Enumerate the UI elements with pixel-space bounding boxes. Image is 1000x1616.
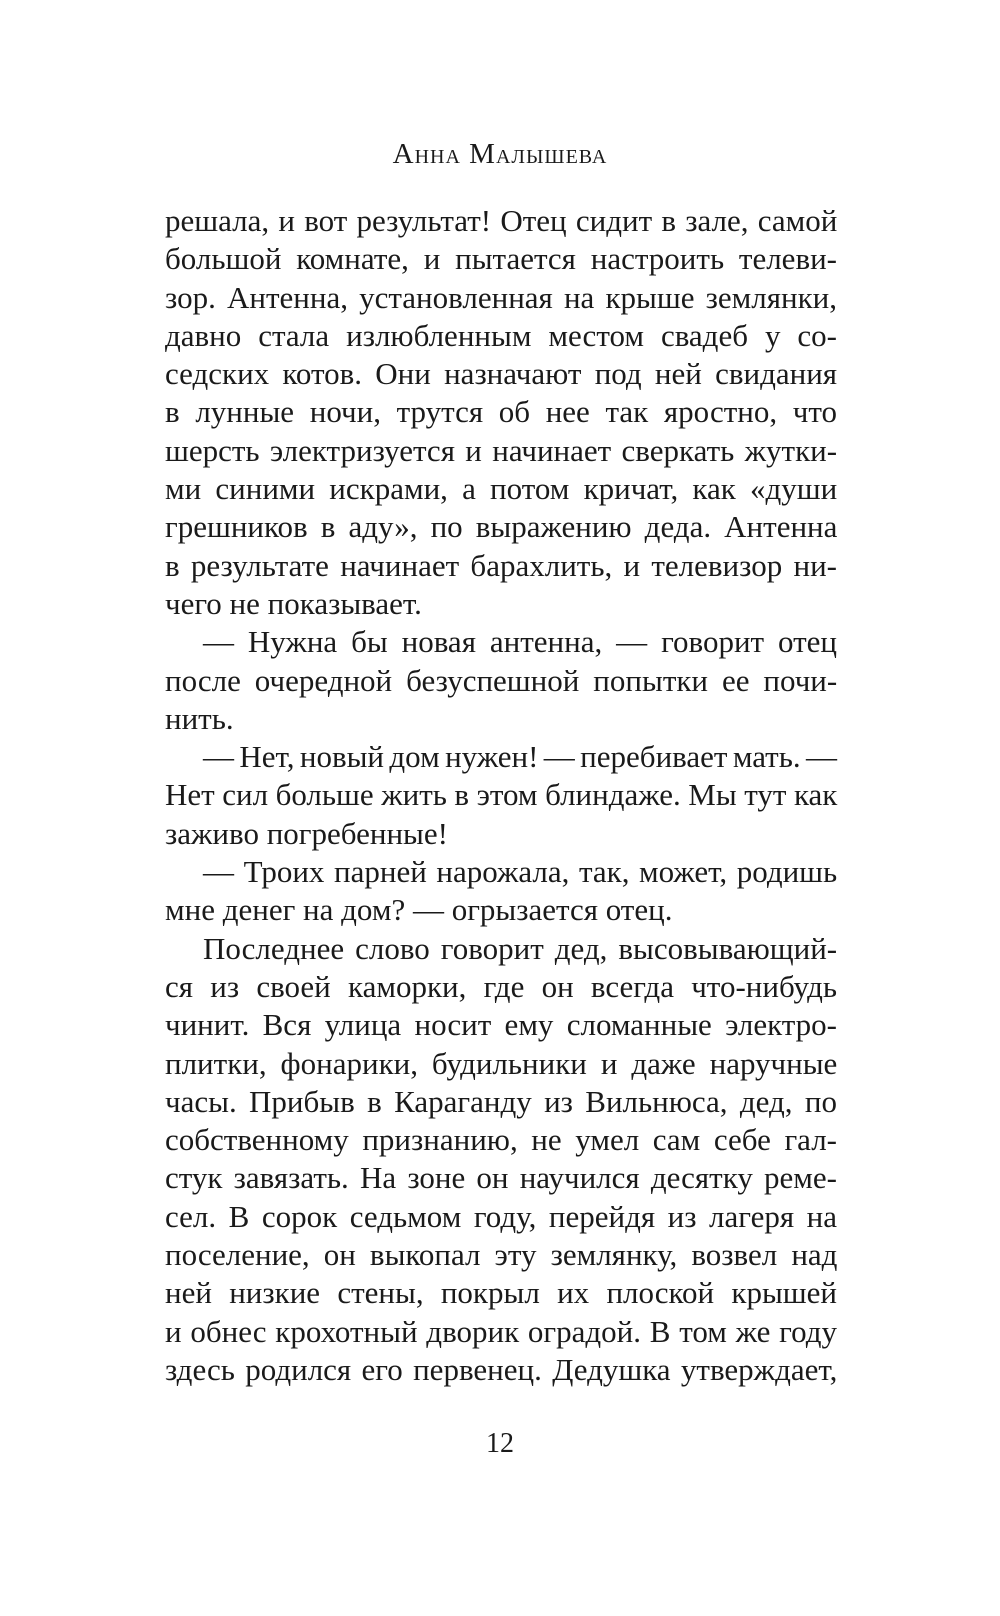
text-line: седских котов. Они назначают под ней свидания <box>165 356 838 392</box>
text-line: часы. Прибыв в Караганду из Вильнюса, дед, по <box>165 1083 837 1119</box>
text-line: — Нет, новый дом нужен! — перебивает мать. — <box>203 739 837 775</box>
text-line: поселение, он выкопал эту землянку, возвел над <box>165 1237 838 1273</box>
running-head-author: Анна Малышева <box>392 138 608 170</box>
page-number: 12 <box>486 1428 514 1459</box>
text-line: большой комнате, и пытается настроить телеви- <box>165 241 837 277</box>
text-line: Нет сил больше жить в этом блиндаже. Мы тут как <box>165 777 838 813</box>
text-line: мне денег на дом? — огрызается отец. <box>165 892 673 928</box>
text-line: плитки, фонарики, будильники и даже наручные <box>165 1045 838 1081</box>
text-line: и обнес крохотный дворик оградой. В том же году <box>165 1313 837 1349</box>
text-line: собственному признанию, не умел сам себе гал- <box>165 1122 837 1158</box>
text-line: грешников в аду», по выражению деда. Антенна <box>165 509 838 545</box>
text-line: — Нужна бы новая антенна, — говорит отец <box>203 624 837 660</box>
text-line: нить. <box>165 700 234 736</box>
paragraph <box>165 930 837 1390</box>
paragraph <box>165 853 837 930</box>
text-line: шерсть электризуется и начинает сверкать жутки- <box>165 432 838 468</box>
text-line: в результате начинает барахлить, и телевизор ни- <box>165 547 837 583</box>
text-line: сел. В сорок седьмом году, перейдя из лагеря на <box>165 1198 837 1234</box>
paragraph <box>165 738 837 853</box>
text-line: — Троих парней нарожала, так, может, родишь <box>203 854 838 890</box>
text-line: ней низкие стены, покрыл их плоской крышей <box>165 1275 837 1311</box>
text-line: Последнее слово говорит дед, высовывающий- <box>203 930 838 966</box>
body-text <box>165 202 837 1389</box>
text-line: стук завязать. На зоне он научился десятку реме- <box>165 1160 837 1196</box>
text-line: ми синими искрами, а потом кричат, как «души <box>165 471 838 507</box>
text-line: ся из своей каморки, где он всегда что-нибудь <box>165 968 837 1004</box>
text-line: здесь родился его первенец. Дедушка утверждает, <box>165 1351 838 1387</box>
text-line: решала, и вот результат! Отец сидит в зале, самой <box>165 203 838 238</box>
text-line: зор. Антенна, установленная на крыше землянки, <box>165 279 837 315</box>
paragraph <box>165 623 837 738</box>
text-line: давно стала излюбленным местом свадеб у со- <box>165 317 837 353</box>
text-line: чинит. Вся улица носит ему сломанные электро- <box>165 1007 837 1043</box>
text-line: заживо погребенные! <box>165 815 448 851</box>
paragraph <box>165 202 837 623</box>
text-line: чего не показывает. <box>165 585 422 621</box>
text-line: в лунные ночи, трутся об нее так яростно, что <box>165 394 837 430</box>
text-line: после очередной безуспешной попытки ее почи- <box>165 662 838 698</box>
